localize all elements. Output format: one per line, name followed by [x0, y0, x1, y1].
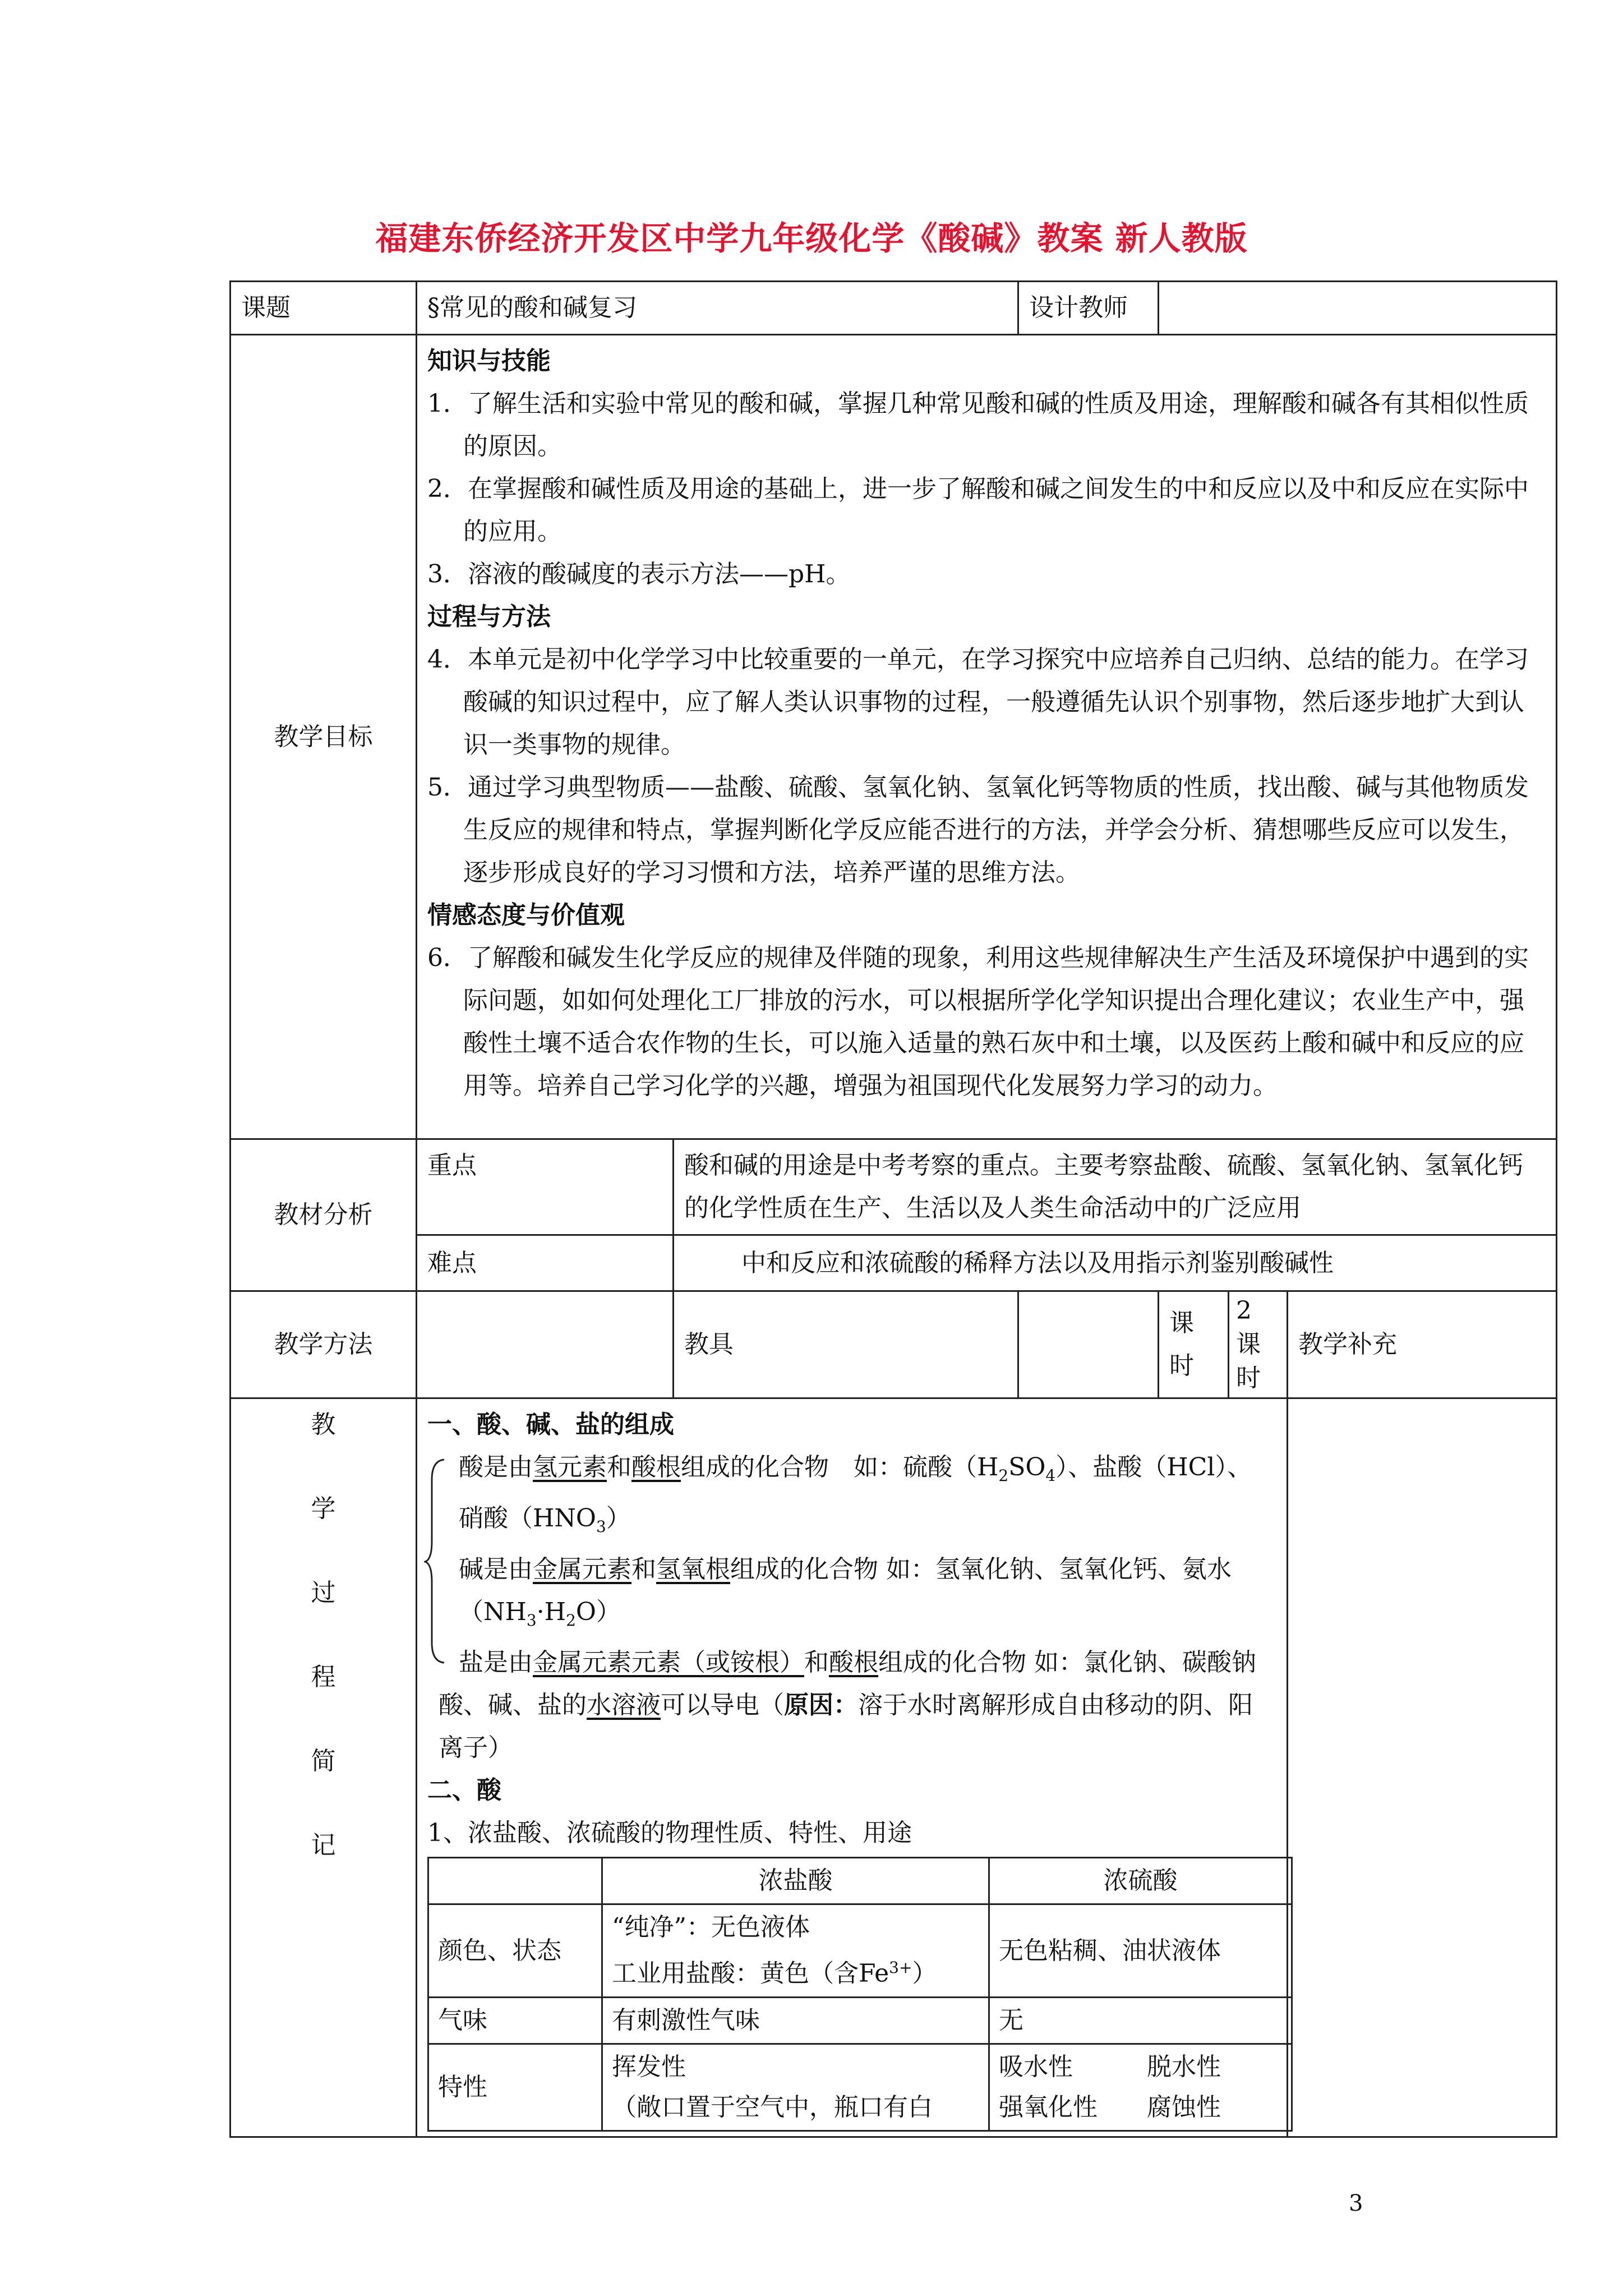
goal-heading-attitude: 情感态度与价值观: [427, 901, 625, 930]
process-label-char: 简: [311, 1747, 336, 1775]
inner-cell-hcl: 有刺激性气味: [602, 1998, 989, 2044]
inner-row-label: 特性: [428, 2044, 602, 2131]
goal-item: 3．溶液的酸碱度的表示方法——pH。: [427, 560, 851, 588]
key-text: 酸和碱的用途是中考考察的重点。主要考察盐酸、硫酸、氢氧化钠、氢氧化钙的化学性质在生产、生活以及人类生命活动中的广泛应用: [674, 1139, 1557, 1235]
inner-header-h2so4: 浓硫酸: [989, 1858, 1292, 1904]
process-label-char: 记: [311, 1831, 336, 1860]
process-label-char: 学: [311, 1494, 336, 1523]
inner-cell-hcl: 挥发性 （敞口置于空气中，瓶口有白: [602, 2044, 989, 2131]
acid-definition: 酸是由氢元素和酸根组成的化合物 如：硫酸$(H_2SO_4)$、盐酸（HCl）、硝酸$(HNO_3)$: [459, 1453, 1252, 1536]
conductivity-note: 酸、碱、盐的水溶液可以导电（原因：溶于水时离解形成自由移动的阴、阳离子）: [439, 1691, 1253, 1763]
tools-label: 教具: [674, 1291, 1018, 1398]
hours-label: 课时: [1159, 1291, 1229, 1398]
inner-row-label: 颜色、状态: [428, 1904, 602, 1998]
process-content: [417, 1398, 1288, 2137]
goals-label: 教学目标: [230, 335, 417, 1139]
header-row: [230, 282, 1557, 335]
inner-row-special: [428, 2044, 1292, 2131]
goal-item: 4．本单元是初中化学学习中比较重要的一单元，在学习探究中应培养自己归纳、总结的能力。在学习酸碱的知识过程中，应了解人类认识事物的过程，一般遵循先认识个别事物，然后逐步地扩大到认识一类事物的规律。: [427, 645, 1529, 759]
analysis-label: 教材分析: [230, 1139, 417, 1291]
composition-block: [427, 1446, 1276, 1684]
supplement-label: 教学补充: [1288, 1291, 1557, 1398]
goal-item: 5．通过学习典型物质——盐酸、硫酸、氢氧化钠、氢氧化钙等物质的性质，找出酸、碱与其他物质发生反应的规律和特点，掌握判断化学反应能否进行的方法，并学会分析、猜想哪些反应可以发生，逐步形成良好的学习习惯和方法，培养严谨的思维方法。: [427, 773, 1529, 887]
inner-cell-h2so4: 无色粘稠、油状液体: [989, 1904, 1292, 1998]
analysis-difficult-row: [230, 1235, 1557, 1291]
process-row: [230, 1398, 1557, 2137]
process-label-char: 教: [311, 1410, 336, 1439]
section-heading-acid: 二、酸: [427, 1776, 501, 1805]
goal-heading-knowledge: 知识与技能: [427, 347, 551, 375]
goal-item: 6．了解酸和碱发生化学反应的规律及伴随的现象，利用这些规律解决生产生活及环境保护中遇到的实际问题，如如何处理化工厂排放的污水，可以根据所学化学知识提出合理化建议；农业生产中，强酸性土壤不适合农作物的生长，可以施入适量的熟石灰中和土壤，以及医药上酸和碱中和反应的应用等。培养自己学习化学的兴趣，增强为祖国现代化发展努力学习的动力。: [427, 944, 1529, 1100]
inner-header-hcl: 浓盐酸: [602, 1858, 989, 1904]
inner-header-row: [428, 1858, 1292, 1904]
inner-row-smell: [428, 1998, 1292, 2044]
inner-cell-hcl: “纯净”：无色液体 工业用盐酸：黄色（含$Fe^{3+}$）: [602, 1904, 989, 1998]
inner-cell-h2so4: 无: [989, 1998, 1292, 2044]
base-definition: 碱是由金属元素和氢氧根组成的化合物 如：氢氧化钠、氢氧化钙、氨水$(NH_3\cdot H_2O)$: [459, 1554, 1232, 1630]
designer-label: 设计教师: [1018, 282, 1159, 335]
process-label-char: 程: [311, 1663, 336, 1691]
supplement-column: [1288, 1398, 1557, 2137]
analysis-key-row: [230, 1139, 1557, 1235]
goals-content: [417, 335, 1557, 1139]
designer-value: [1159, 282, 1557, 335]
page-number: 3: [1349, 2191, 1363, 2216]
topic-value: §常见的酸和碱复习: [417, 282, 1018, 335]
salt-definition: 盐是由金属元素元素（或铵根）和酸根组成的化合物 如：氯化钠、碳酸钠: [459, 1648, 1256, 1677]
goal-item: 1．了解生活和实验中常见的酸和碱，掌握几种常见酸和碱的性质及用途，理解酸和碱各有其相似性质的原因。: [427, 389, 1529, 461]
goal-heading-process: 过程与方法: [427, 602, 551, 631]
method-row: [230, 1291, 1557, 1398]
subsection-acid-properties: 1、浓盐酸、浓硫酸的物理性质、特性、用途: [427, 1819, 912, 1848]
inner-row-color: [428, 1904, 1292, 1998]
difficult-text: 中和反应和浓硫酸的稀释方法以及用指示剂鉴别酸碱性: [674, 1235, 1557, 1291]
difficult-label: 难点: [417, 1235, 674, 1291]
method-value: [417, 1291, 674, 1398]
inner-row-label: 气味: [428, 1998, 602, 2044]
hours-value: 2 课时: [1229, 1291, 1288, 1398]
lesson-plan-table: [229, 280, 1557, 2138]
inner-header-empty: [428, 1858, 602, 1904]
goal-item: 2．在掌握酸和碱性质及用途的基础上，进一步了解酸和碱之间发生的中和反应以及中和反应在实际中的应用。: [427, 475, 1529, 546]
topic-label: 课题: [230, 282, 417, 335]
key-label: 重点: [417, 1139, 674, 1235]
acid-properties-table: [427, 1857, 1293, 2132]
inner-cell-h2so4: 吸水性 脱水性 强氧化性 腐蚀性: [989, 2044, 1292, 2131]
section-heading-composition: 一、酸、碱、盐的组成: [427, 1410, 674, 1439]
process-label-char: 过: [311, 1579, 336, 1607]
tools-value: [1018, 1291, 1159, 1398]
process-label: [230, 1398, 417, 2137]
document-title: 福建东侨经济开发区中学九年级化学《酸碱》教案 新人教版: [375, 219, 1248, 257]
goals-row: [230, 335, 1557, 1139]
method-label: 教学方法: [230, 1291, 417, 1398]
curly-brace-icon: [424, 1457, 446, 1665]
